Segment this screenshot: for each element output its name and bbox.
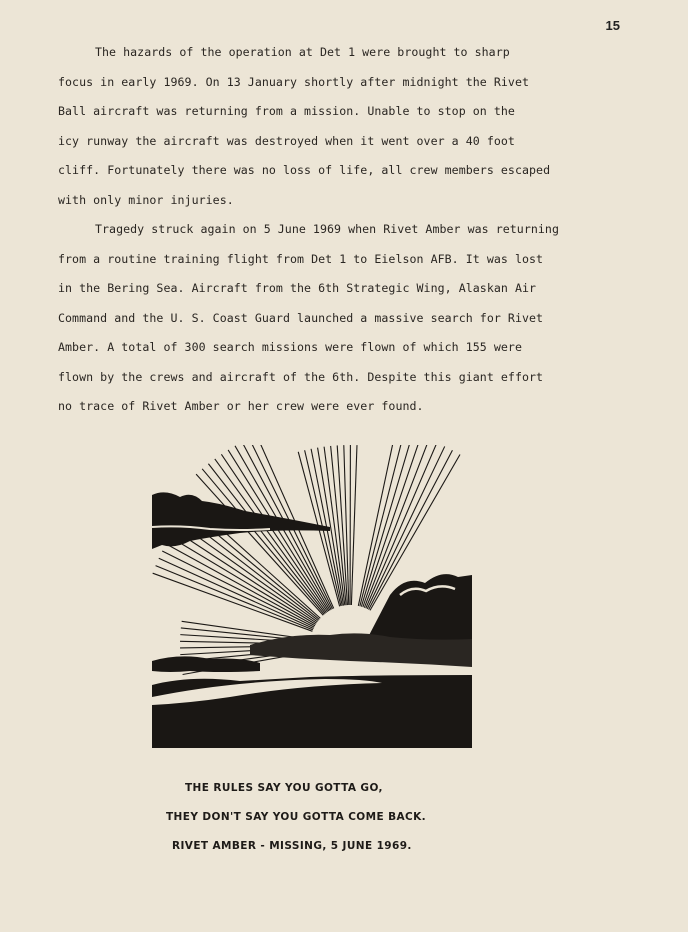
text-line: with only minor injuries. (58, 192, 234, 207)
page-number: 15 (605, 18, 620, 33)
text-line: Tragedy struck again on 5 June 1969 when Rivet Amber was returning (95, 222, 559, 236)
sun-ray (351, 445, 357, 605)
sun-ray (166, 544, 315, 626)
text-line: flown by the crews and aircraft of the 6th. Despite this giant effort (58, 369, 544, 384)
caption-line-3: RIVET AMBER - MISSING, 5 JUNE 1969. (172, 840, 412, 852)
text-line: in the Bering Sea. Aircraft from the 6th Strategic Wing, Alaskan Air (58, 281, 537, 295)
body-text (58, 38, 598, 422)
text-line: no trace of Rivet Amber or her crew were ever found. (58, 399, 424, 413)
sun-ray (360, 445, 404, 606)
sun-ray (196, 474, 323, 615)
text-line: icy runway the aircraft was destroyed when it went over a 40 foot (58, 133, 515, 148)
text-line: focus in early 1969. On 13 January shortly after midnight the Rivet (58, 74, 530, 89)
text-line: cliff. Fortunately there was no loss of life, all crew members escaped (58, 163, 551, 177)
sun-ray (153, 573, 313, 631)
sunburst-over-sea-icon (150, 445, 472, 748)
caption-line-2: THEY DON'T SAY YOU GOTTA COME BACK. (166, 811, 427, 823)
caption (160, 774, 460, 861)
sunburst-over-sea-illustration (150, 445, 472, 748)
text-line: Command and the U. S. Coast Guard launched a massive search for Rivet (58, 310, 544, 325)
text-line: Amber. A total of 300 search missions were flown of which 155 were (58, 340, 522, 354)
text-line: from a routine training flight from Det 1 to Eielson AFB. It was lost (58, 251, 544, 266)
sun-ray (174, 530, 316, 623)
sun-ray (162, 551, 314, 627)
caption-line-1: THE RULES SAY YOU GOTTA GO, (185, 782, 383, 794)
sun-ray (324, 447, 345, 606)
text-line: The hazards of the operation at Det 1 were brought to sharp (95, 45, 510, 59)
text-line: Ball aircraft was returning from a mission. Unable to stop on the (58, 104, 515, 118)
